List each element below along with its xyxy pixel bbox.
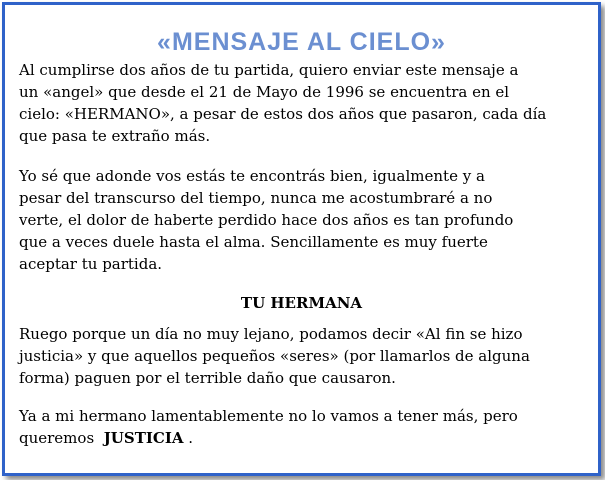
paragraph-4-line-1: Ya a mi hermano lamentablemente no lo vamos a tener más, pero xyxy=(19,407,518,425)
paragraph-3 xyxy=(19,323,591,389)
paragraph-4-line-2-text: queremos xyxy=(19,429,95,447)
paragraph-3-line-3: forma) paguen por el terrible daño que causaron. xyxy=(19,369,396,387)
paragraph-4-line-2 xyxy=(19,427,591,449)
signature-heading: TU HERMANA xyxy=(240,294,363,312)
paragraph-4-end: . xyxy=(183,429,194,447)
paragraph-4 xyxy=(19,405,591,449)
paragraph-2 xyxy=(19,165,591,275)
paragraph-2-line-2: pesar del transcurso del tiempo, nunca me acostumbraré a no xyxy=(19,189,493,207)
page-title: «MENSAJE AL CIELO» xyxy=(157,28,446,56)
paragraph-1-line-1: Al cumplirse dos años de tu partida, quiero enviar este mensaje a xyxy=(19,61,519,79)
paragraph-1-line-3: cielo: «HERMANO», a pesar de estos dos años que pasaron, cada día xyxy=(19,105,547,123)
paragraph-1-line-2: un «angel» que desde el 21 de Mayo de 1996 se encuentra en el xyxy=(19,83,510,101)
paragraph-2-line-5: aceptar tu partida. xyxy=(19,255,163,273)
paragraph-2-line-4: que a veces duele hasta el alma. Sencillamente es muy fuerte xyxy=(19,233,488,251)
message-frame xyxy=(2,2,601,476)
paragraph-2-line-1: Yo sé que adonde vos estás te encontrás bien, igualmente y a xyxy=(19,167,485,185)
paragraph-2-line-3: verte, el dolor de haberte perdido hace dos años es tan profundo xyxy=(19,211,514,229)
justicia-emphasis: JUSTICIA xyxy=(103,429,184,447)
paragraph-3-line-1: Ruego porque un día no muy lejano, podamos decir «Al fin se hizo xyxy=(19,325,523,343)
paragraph-1 xyxy=(19,59,591,147)
paragraph-1-line-4: que pasa te extraño más. xyxy=(19,127,211,145)
paragraph-3-line-2: justicia» y que aquellos pequeños «seres» (por llamarlos de alguna xyxy=(19,347,530,365)
